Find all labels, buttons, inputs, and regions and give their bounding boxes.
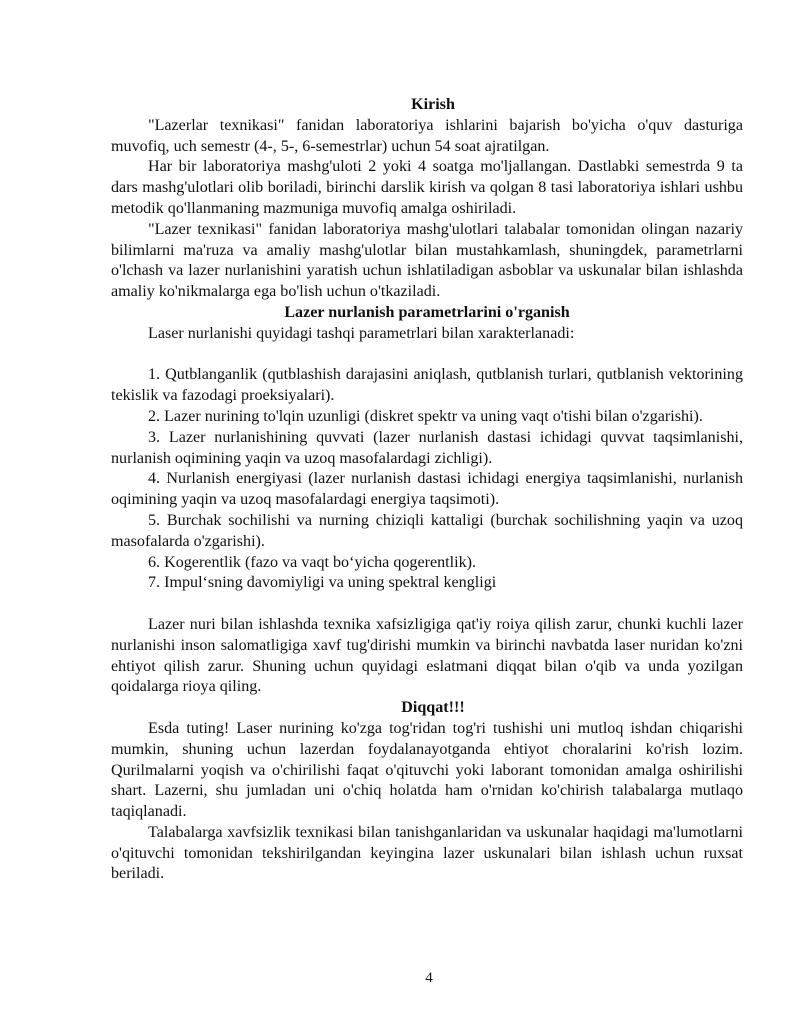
parameter-item-2: 2. Lazer nurining to'lqin uzunligi (diskret spektr va uning vaqt o'tishi bilan o'zgarishi). xyxy=(148,407,703,425)
parameter-item-5: 5. Burchak sochilishi va nurning chiziqli kattaligi (burchak sochilishning yaqin va uzoq masofalarda o'zgarishi). xyxy=(111,511,743,550)
parameter-item-6: 6. Kogerentlik (fazo va vaqt bo‘yicha qogerentlik). xyxy=(148,553,477,571)
parameter-item-4: 4. Nurlanish energiyasi (lazer nurlanish dastasi ichidagi energiya taqsimlanishi, nurlanish oqimining yaqin va uzoq masofalardagi energiya taqsimoti). xyxy=(111,470,743,509)
attention-paragraph-1: Esda tuting! Laser nurining ko'zga tog'ridan tog'ri tushishi uni mutloq ishdan chiqarishi mumkin, shuning uchun lazerdan foydalanayotganda ehtiyot choralarini ko'rish lozim. Qurilmalarni yoqish va o'chirilishi faqat o'qituvchi yoki laborant tomonidan amalga oshirilishi shart. Lazerni, shu jumladan uni o'chiq holatda ham o'rnidan ko'chirish talabalarga mutlaqo taqiqlanadi. xyxy=(111,719,743,821)
attention-paragraph-2: Talabalarga xavfsizlik texnikasi bilan tanishganlaridan va uskunalar haqidagi ma'lumotlarni o'qituvchi tomonidan tekshirilgandan keyingina lazer uskunalari bilan ishlash uchun ruxsat beriladi. xyxy=(111,823,743,883)
blank-line xyxy=(111,594,743,615)
intro-paragraph-2: Har bir laboratoriya mashg'uloti 2 yoki 4 soatga mo'ljallangan. Dastlabki semestrda 9 ta dars mashg'ulotlari olib boriladi, birinchi darslik kirish va qolgan 8 tasi laboratoriya ishlari ushbu metodik qo'llanmaning mazmuniga muvofiq amalga oshiriladi. xyxy=(111,158,743,217)
intro-paragraph-3: "Lazer texnikasi" fanidan laboratoriya mashg'ulotlari talabalar tomonidan olingan nazariy bilimlarni ma'ruza va amaliy mashg'ulotlar bilan mustahkamlash, shuningdek, parametrlarni o'lchash va lazer nurlanishini yaratish uchun ishlatiladigan asboblar va uskunalar bilan ishlashda amaliy ko'nikmalarga ega bo'lish uchun o'tkaziladi. xyxy=(111,220,743,301)
heading-attention: Diqqat!!! xyxy=(401,699,465,717)
page-content xyxy=(111,95,743,885)
blank-line xyxy=(111,345,743,366)
section-lead: Laser nurlanishi quyidagi tashqi parametrlari bilan xarakterlanadi: xyxy=(148,324,575,342)
safety-paragraph: Lazer nuri bilan ishlashda texnika xafsizligiga qat'iy roiya qilish zarur, chunki kuchli lazer nurlanishi inson salomatligiga xavf tug'dirishi mumkin va birinchi navbatda laser nuridan ko'zni ehtiyot qilish zarur. Shuning uchun quyidagi eslatmani diqqat bilan o'qib va unda yozilgan qoidalarga rioya qiling. xyxy=(111,615,743,696)
parameter-item-3: 3. Lazer nurlanishining quvvati (lazer nurlanish dastasi ichidagi quvvat taqsimlanishi, nurlanish oqimining yaqin va uzoq masofalardagi zichligi). xyxy=(111,428,743,467)
parameter-item-1: 1. Qutblanganlik (qutblashish darajasini aniqlash, qutblanish turlari, qutblanish vektorining tekislik va fazodagi proeksiyalari). xyxy=(111,366,743,405)
page-number: 4 xyxy=(425,970,433,986)
intro-paragraph-1: "Lazerlar texnikasi" fanidan laboratoriya ishlarini bajarish bo'yicha o'quv dasturiga muvofiq, uch semestr (4-, 5-, 6-semestrlar) uchun 54 soat ajratilgan. xyxy=(111,116,743,155)
heading-section: Lazer nurlanish parametrlarini o'rganish xyxy=(284,303,570,321)
parameter-item-7: 7. Impul‘sning davomiyligi va uning spektral kengligi xyxy=(148,574,497,592)
heading-intro: Kirish xyxy=(411,96,455,113)
